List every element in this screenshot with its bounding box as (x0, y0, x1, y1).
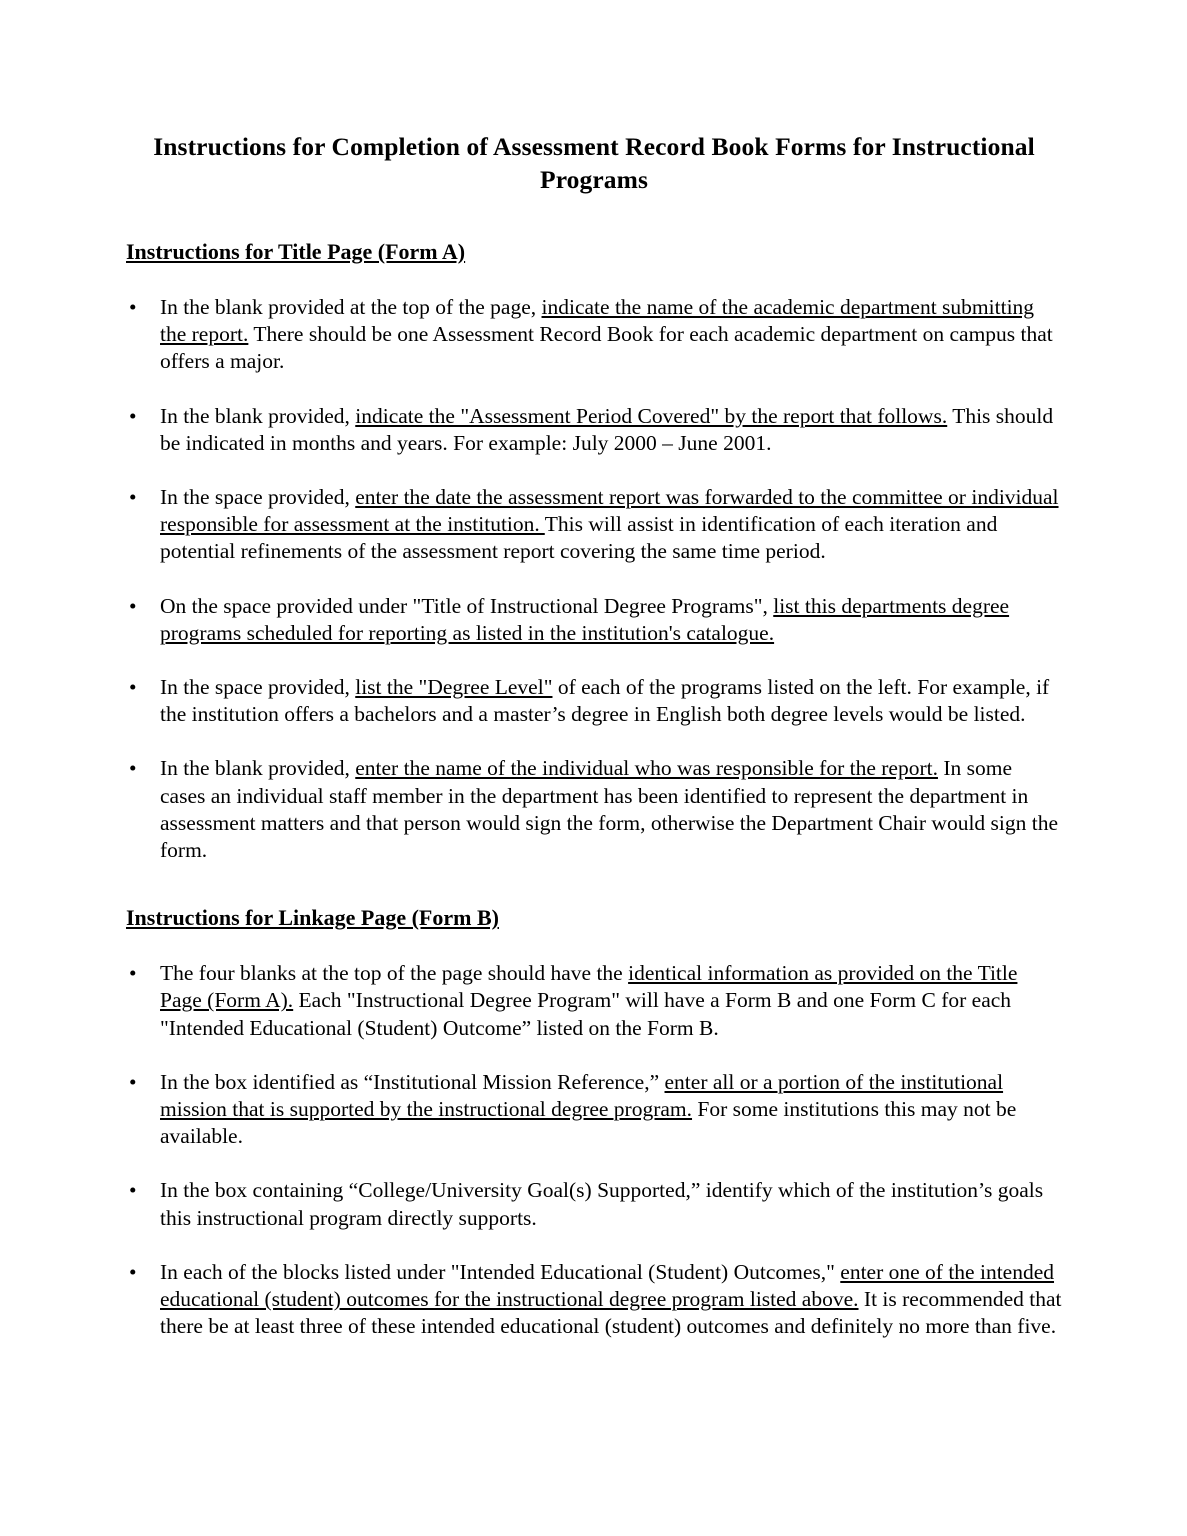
bullet-text (160, 1260, 1062, 1338)
bullet-item (126, 674, 1062, 728)
plain-text: of each of the programs listed on the left. For example, if the institution offers a bachelors and a master’s degree in English both degree levels would be listed. (160, 675, 1050, 727)
plain-text: In each of the blocks listed under "Intended Educational (Student) Outcomes," (160, 1259, 841, 1284)
bullet-icon: • (129, 675, 137, 700)
bullet-item (126, 403, 1062, 457)
bullet-icon: • (129, 961, 137, 986)
section-form-a (126, 238, 1062, 864)
bullet-text (160, 594, 1009, 645)
plain-text: This should be indicated in months and years. For example: July 2000 – June 2001. (160, 403, 1054, 455)
bullet-text (160, 756, 1058, 862)
bullet-item (126, 593, 1062, 647)
emphasis-underlined-text: enter the date the assessment report was forwarded to the committee or individual responsible for assessment at the institution. (160, 485, 1059, 537)
bullet-icon: • (129, 403, 137, 428)
emphasis-underlined-text: indicate the "Assessment Period Covered" by the report that follows. (355, 403, 948, 428)
bullet-item (126, 294, 1062, 376)
bullet-text (160, 295, 1053, 373)
plain-text: On the space provided under "Title of Instructional Degree Programs", (160, 593, 774, 618)
section-form-b (126, 904, 1062, 1340)
bullet-icon: • (129, 1259, 137, 1284)
emphasis-underlined-text: indicate the name of the academic department submitting the report. (160, 295, 1035, 347)
bullet-icon: • (129, 593, 137, 618)
plain-text: It is recommended that there be at least three of these intended educational (student) outcomes and definitely no more than five. (160, 1287, 1062, 1339)
plain-text: For some institutions this may not be available. (160, 1097, 1017, 1149)
bullet-icon: • (129, 756, 137, 781)
plain-text: In the box containing “College/University Goal(s) Supported,” identify which of the institution’s goals this instructional program directly supports. (160, 1178, 1044, 1230)
emphasis-underlined-text: list this departments degree programs scheduled for reporting as listed in the institution's catalogue. (160, 593, 1010, 645)
bullet-item (126, 960, 1062, 1042)
section-heading-form-a: Instructions for Title Page (Form A) (126, 239, 466, 264)
bullet-item (126, 755, 1062, 864)
emphasis-underlined-text: enter one of the intended educational (student) outcomes for the instructional degree program listed above. (160, 1259, 1055, 1312)
bullet-text (160, 1178, 1043, 1229)
emphasis-underlined-text: list the "Degree Level" (355, 675, 553, 700)
bullet-item (126, 1069, 1062, 1151)
emphasis-underlined-text: enter all or a portion of the institutional mission that is supported by the instructional degree program. (160, 1069, 1004, 1122)
bullet-text (160, 485, 1059, 563)
bullet-text (160, 675, 1049, 726)
plain-text: This will assist in identification of each iteration and potential refinements of the assessment report covering the same time period. (160, 512, 998, 564)
emphasis-underlined-text: enter the name of the individual who was responsible for the report. (355, 756, 938, 781)
bullet-icon: • (129, 295, 137, 319)
plain-text: In the space provided, (160, 485, 356, 510)
bullet-item (126, 1259, 1062, 1341)
bullet-icon: • (129, 1069, 137, 1094)
document-content (126, 130, 1062, 1340)
page-title: Instructions for Completion of Assessment Record Book Forms for Instructional Programs (153, 132, 1035, 194)
plain-text: In the space provided, (160, 675, 356, 700)
bullet-text (160, 404, 1053, 455)
emphasis-underlined-text: identical information as provided on the Title Page (Form A). (160, 961, 1018, 1013)
plain-text: In the blank provided, (160, 403, 356, 428)
plain-text: There should be one Assessment Record Book for each academic department on campus that offers a major. (160, 322, 1053, 374)
bullet-text (160, 1070, 1016, 1148)
plain-text: In some cases an individual staff member in the department has been identified to represent the department in assessment matters and that person would sign the form, otherwise the Department Chair would sign the form. (160, 756, 1059, 863)
bullet-item (126, 1177, 1062, 1231)
bullet-text (160, 961, 1017, 1039)
plain-text: The four blanks at the top of the page should have the (160, 961, 629, 986)
section-heading-form-b: Instructions for Linkage Page (Form B) (126, 905, 499, 931)
bullet-list-form-a (126, 294, 1062, 864)
plain-text: Each "Instructional Degree Program" will have a Form B and one Form C for each "Intended Educational (Student) Outcome” listed on the Form B. (160, 988, 1012, 1040)
bullet-item (126, 484, 1062, 566)
bullet-icon: • (129, 1178, 137, 1203)
bullet-list-form-b (126, 960, 1062, 1340)
plain-text: In the box identified as “Institutional Mission Reference,” (160, 1069, 665, 1094)
plain-text: In the blank provided at the top of the page, (160, 295, 542, 319)
bullet-icon: • (129, 485, 137, 510)
plain-text: In the blank provided, (160, 756, 356, 781)
